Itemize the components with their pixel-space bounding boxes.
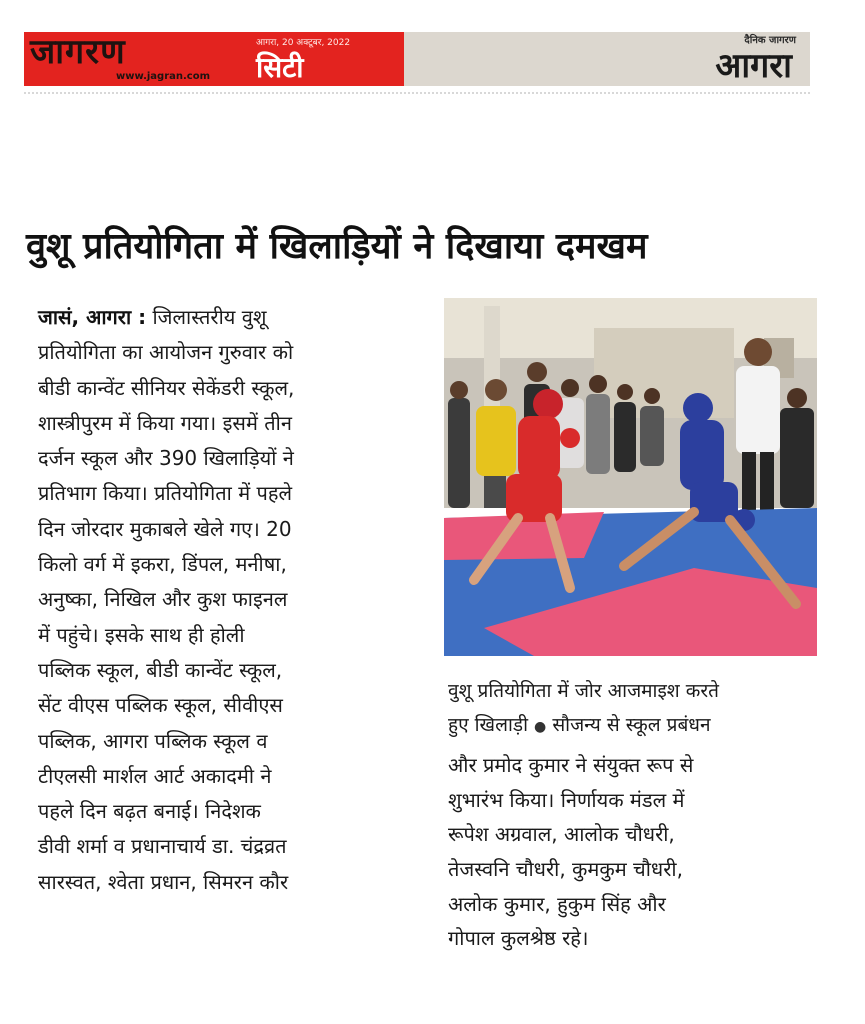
article-line: अनुष्का, निखिल और कुश फाइनल	[38, 587, 288, 612]
article-line-text: जिलास्तरीय वुशू	[146, 305, 267, 329]
article-line: किलो वर्ग में इकरा, डिंपल, मनीषा,	[38, 552, 287, 577]
hall-window	[594, 328, 734, 418]
article-line: दिन जोरदार मुकाबले खेले गए। 20	[38, 516, 292, 541]
article-line: गोपाल कुलश्रेष्ठ रहे।	[448, 926, 589, 951]
caption-text: हुए खिलाड़ी	[448, 714, 528, 736]
article-line: अलोक कुमार, हुकुम सिंह और	[448, 891, 666, 916]
article-body-right	[448, 748, 828, 956]
article-line: शास्त्रीपुरम में किया गया। इसमें तीन	[38, 410, 292, 435]
article-line: पब्लिक, आगरा पब्लिक स्कूल व	[38, 728, 268, 753]
newspaper-masthead	[24, 32, 810, 86]
caption-line	[448, 708, 828, 742]
article-line	[38, 300, 438, 335]
article-line: दर्जन स्कूल और 390 खिलाड़ियों ने	[38, 446, 294, 471]
city-name: आगरा	[715, 46, 792, 86]
article-line: सेंट वीएस पब्लिक स्कूल, सीवीएस	[38, 693, 283, 718]
paper-name: दैनिक जागरण	[744, 35, 796, 46]
article-line: प्रतिभाग किया। प्रतियोगिता में पहले	[38, 481, 293, 506]
article-line: बीडी कान्वेंट सीनियर सेकेंडरी स्कूल,	[38, 375, 295, 400]
article-line: पहले दिन बढ़त बनाई। निदेशक	[38, 799, 261, 824]
masthead-divider	[24, 92, 810, 96]
wushu-match-photo	[444, 298, 817, 656]
article-body-left	[38, 300, 438, 900]
article-line: तेजस्वनि चौधरी, कुमकुम चौधरी,	[448, 857, 683, 882]
article-line: सारस्वत, श्वेता प्रधान, सिमरन कौर	[38, 869, 289, 894]
article-line: प्रतियोगिता का आयोजन गुरुवार को	[38, 340, 294, 365]
article-dateline: जासं, आगरा :	[38, 305, 147, 329]
article-line: टीएलसी मार्शल आर्ट अकादमी ने	[38, 763, 272, 788]
article-line: पब्लिक स्कूल, बीडी कान्वेंट स्कूल,	[38, 657, 283, 682]
issue-date: आगरा, 20 अक्टूबर, 2022	[256, 38, 351, 48]
photo-caption	[448, 674, 828, 742]
article-line: और प्रमोद कुमार ने संयुक्त रूप से	[448, 753, 694, 777]
bullet-icon: ●	[534, 719, 547, 735]
brand-logo: जागरण	[30, 32, 126, 72]
article-line: रूपेश अग्रवाल, आलोक चौधरी,	[448, 822, 675, 847]
section-label: सिटी	[256, 51, 304, 84]
photo-credit: सौजन्य से स्कूल प्रबंधन	[552, 714, 711, 736]
article-line: शुभारंभ किया। निर्णायक मंडल में	[448, 787, 685, 812]
brand-url: www.jagran.com	[116, 71, 211, 82]
article-headline: वुशू प्रतियोगिता में खिलाड़ियों ने दिखाया दमखम	[26, 226, 648, 267]
caption-line: वुशू प्रतियोगिता में जोर आजमाइश करते	[448, 680, 719, 702]
article-line: डीवी शर्मा व प्रधानाचार्य डा. चंद्रव्रत	[38, 834, 287, 859]
masthead-brand-block	[24, 32, 404, 86]
article-line: में पहुंचे। इसके साथ ही होली	[38, 622, 245, 647]
